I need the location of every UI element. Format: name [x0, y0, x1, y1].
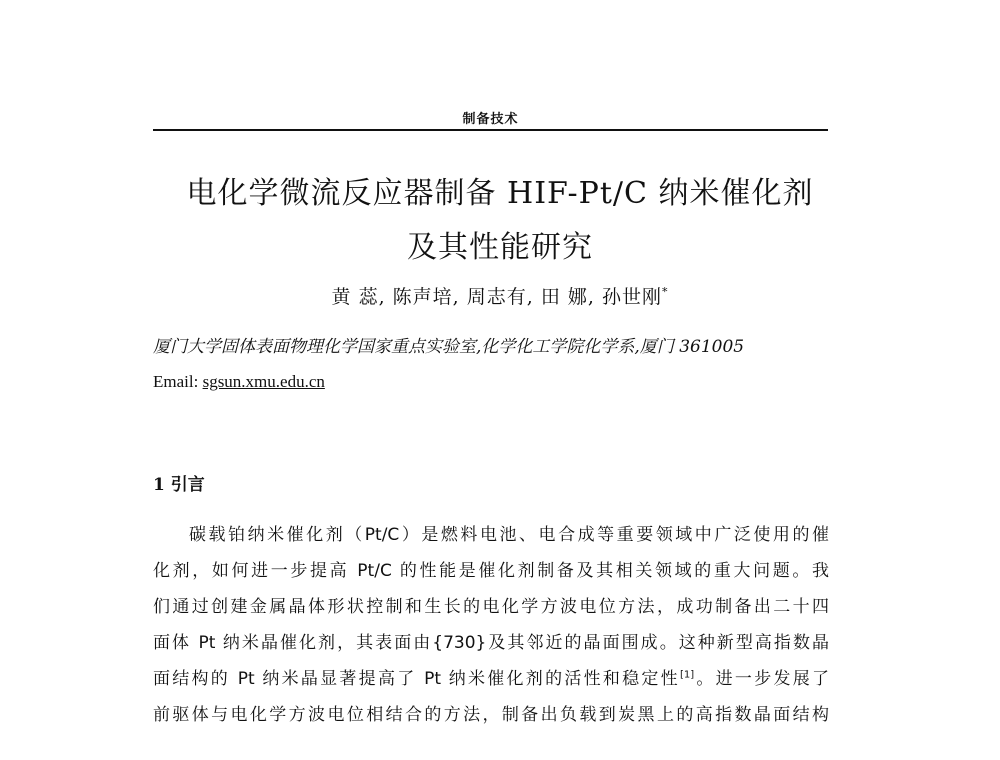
- title-line-2: 及其性能研究: [407, 230, 593, 265]
- body-line: 们通过创建金属晶体形状控制和生长的电化学方波电位方法，成功制备出二十四: [153, 597, 829, 617]
- email-line: [153, 372, 325, 392]
- body-line-with-citation: [153, 661, 829, 697]
- running-header: [153, 108, 828, 127]
- body-line: 化剂，如何进一步提高 Pt/C 的性能是催化剂制备及其相关领域的重大问题。我: [153, 561, 829, 581]
- section-heading-introduction: 1 引言: [153, 475, 205, 495]
- corresponding-author-mark: *: [661, 285, 669, 299]
- body-line: 面体 Pt 纳米晶催化剂，其表面由{730}及其邻近的晶面围成。这种新型高指数晶: [153, 633, 829, 653]
- body-line-tail: 。进一步发展了: [694, 669, 829, 689]
- authors-text: 黄 蕊, 陈声培, 周志有, 田 娜, 孙世刚: [331, 286, 662, 308]
- title-line-1: 电化学微流反应器制备 HIF-Pt/C 纳米催化剂: [186, 176, 814, 211]
- citation-reference[interactable]: [1]: [679, 669, 695, 681]
- affiliation: 厦门大学固体表面物理化学国家重点实验室,化学化工学院化学系,厦门 361005: [153, 337, 745, 357]
- header-rule: [153, 129, 828, 131]
- email-address-link[interactable]: sgsun.xmu.edu.cn: [202, 372, 325, 391]
- body-paragraph: [153, 517, 829, 733]
- body-line-text: 面结构的 Pt 纳米晶显著提高了 Pt 纳米催化剂的活性和稳定性: [153, 669, 680, 689]
- body-line: 前驱体与电化学方波电位相结合的方法，制备出负载到炭黑上的高指数晶面结构: [153, 705, 829, 725]
- email-label: Email:: [153, 372, 203, 391]
- body-line: 碳载铂纳米催化剂（Pt/C）是燃料电池、电合成等重要领域中广泛使用的催: [189, 525, 829, 545]
- header-label: 制备技术: [462, 112, 519, 127]
- author-list: [0, 282, 1000, 309]
